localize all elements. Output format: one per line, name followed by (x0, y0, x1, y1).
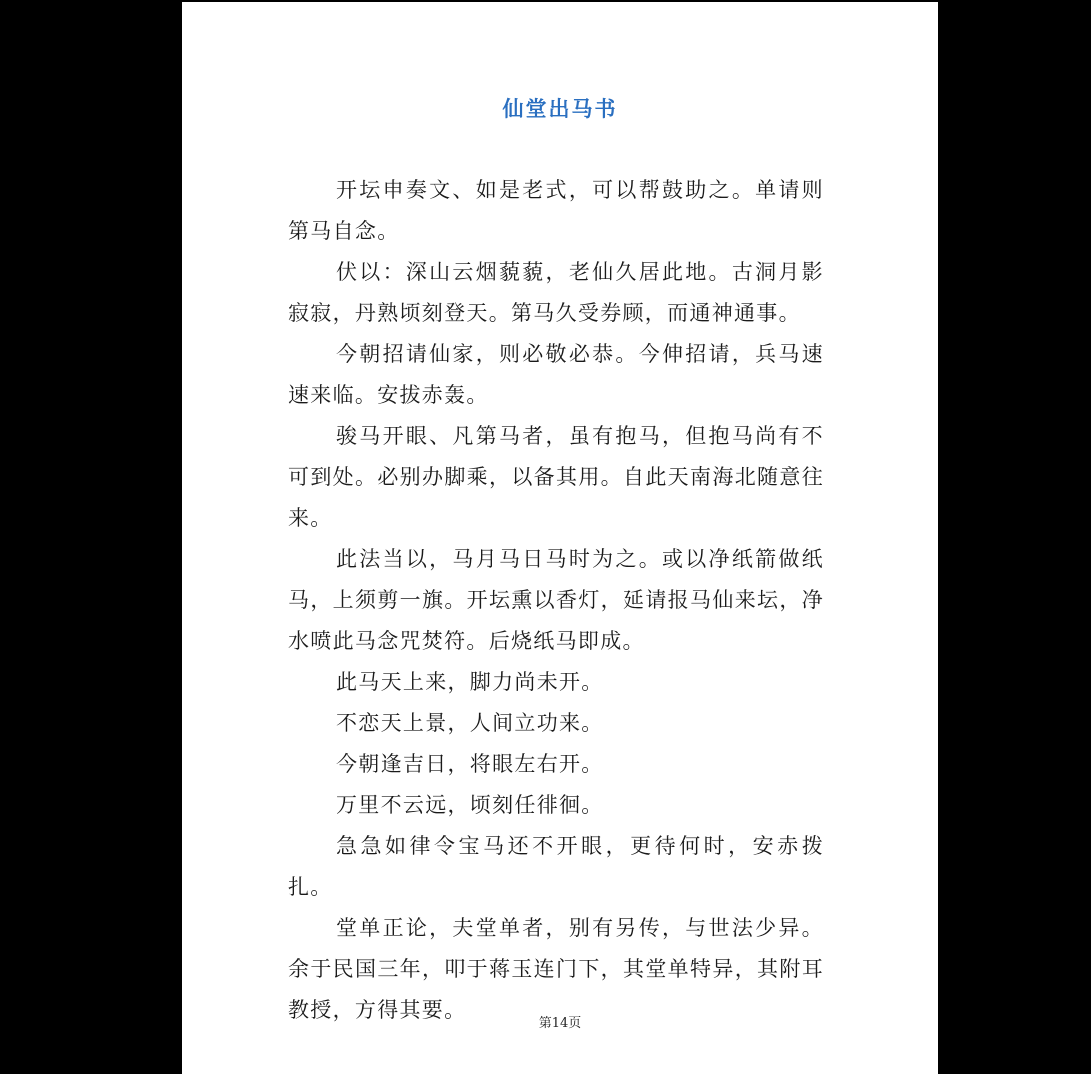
paragraph: 伏以：深山云烟藐藐，老仙久居此地。古洞月影寂寂，丹熟顷刻登天。第马久受券顾，而通神通事。 (288, 260, 824, 325)
paragraph: 开坛申奏文、如是老式，可以帮鼓助之。单请则第马自念。 (288, 178, 824, 243)
paragraph: 堂单正论，夫堂单者，别有另传，与世法少异。余于民国三年，叩于蒋玉连门下，其堂单特异，其附耳教授，方得其要。 (288, 916, 824, 1022)
verse-line: 万里不云远，顷刻任徘徊。 (336, 793, 604, 817)
page-body (288, 170, 824, 1031)
paragraph: 急急如律令宝马还不开眼，更待何时，安赤拨扎。 (288, 834, 824, 899)
page-number: 第14页 (538, 1016, 582, 1031)
paragraph: 今朝招请仙家，则必敬必恭。今伸招请，兵马速速来临。安拔赤轰。 (288, 342, 824, 407)
verse-line: 今朝逢吉日，将眼左右开。 (336, 752, 604, 776)
page-title: 仙堂出马书 (502, 96, 618, 121)
verse-line: 不恋天上景，人间立功来。 (336, 711, 604, 735)
paragraph: 骏马开眼、凡第马者，虽有抱马，但抱马尚有不可到处。必别办脚乘，以备其用。自此天南海北随意往来。 (288, 424, 824, 530)
document-page (182, 2, 938, 1074)
verse-line: 此马天上来，脚力尚未开。 (336, 670, 604, 694)
paragraph: 此法当以，马月马日马时为之。或以净纸箭做纸马，上须剪一旗。开坛熏以香灯，延请报马仙来坛，净水喷此马念咒焚符。后烧纸马即成。 (288, 547, 824, 653)
